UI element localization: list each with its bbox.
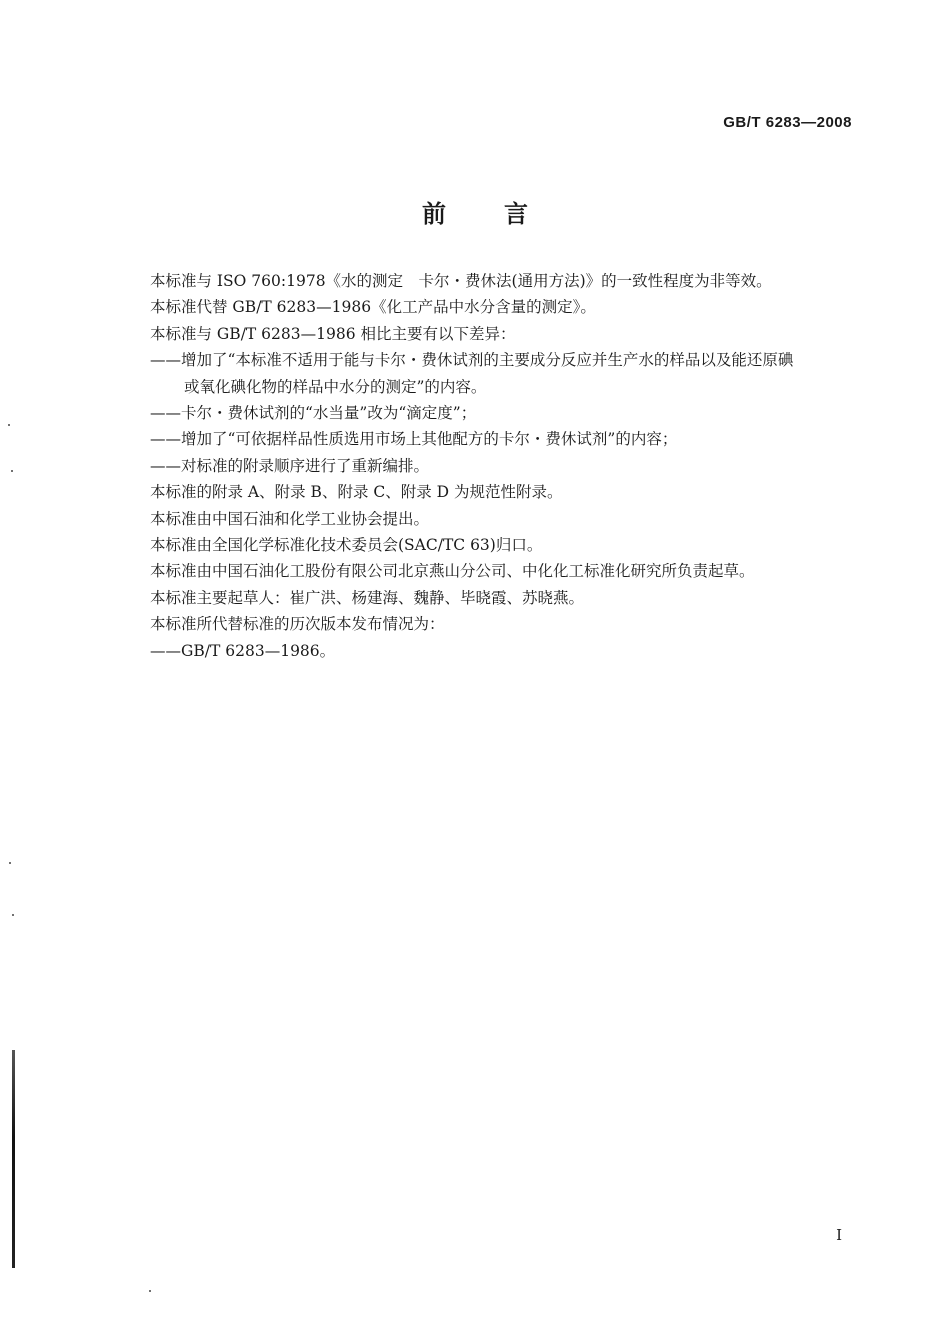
standard-code: GB/T 6283—2008 xyxy=(723,114,852,131)
paragraph-drafted-by: 本标准由中国石油化工股份有限公司北京燕山分公司、中化化工标准化研究所负责起草。 xyxy=(150,562,755,581)
paragraph-proposed-by: 本标准由中国石油和化学工业协会提出。 xyxy=(150,509,430,528)
title-char-2: 言 xyxy=(504,200,528,228)
list-item-difference-3: ——增加了“可依据样品性质选用市场上其他配方的卡尔・费休试剂”的内容； xyxy=(150,430,678,449)
scan-speck xyxy=(8,424,10,426)
paragraph-centralized-by: 本标准由全国化学标准化技术委员会(SAC/TC 63)归口。 xyxy=(150,536,543,555)
scan-edge-line xyxy=(12,1050,15,1268)
paragraph-differences-intro: 本标准与 GB/T 6283—1986 相比主要有以下差异： xyxy=(150,324,516,343)
title-char-1: 前 xyxy=(422,200,446,228)
list-item-difference-4: ——对标准的附录顺序进行了重新编排。 xyxy=(150,456,430,475)
paragraph-history-intro: 本标准所代替标准的历次版本发布情况为： xyxy=(150,615,445,634)
list-item-difference-1-continued: 或氧化碘化物的样品中水分的测定”的内容。 xyxy=(184,377,487,396)
page-number: I xyxy=(836,1226,842,1244)
list-item-history-1: ——GB/T 6283—1986。 xyxy=(150,641,336,660)
scan-speck xyxy=(149,1290,151,1292)
list-item-difference-2: ——卡尔・费休试剂的“水当量”改为“滴定度”； xyxy=(150,404,477,423)
paragraph-iso-equivalence: 本标准与 ISO 760:1978《水的测定 卡尔・费休法(通用方法)》的一致性程度为非等效。 xyxy=(150,272,772,290)
scan-speck xyxy=(12,914,14,916)
paragraph-drafters: 本标准主要起草人：崔广洪、杨建海、魏静、毕晓霞、苏晓燕。 xyxy=(150,588,585,607)
foreword-body xyxy=(150,268,860,664)
scan-speck xyxy=(9,862,11,864)
list-item-difference-1: ——增加了“本标准不适用于能与卡尔・费休试剂的主要成分反应并生产水的样品以及能还原碘 xyxy=(150,351,794,370)
scan-speck xyxy=(11,470,13,472)
page-title xyxy=(0,194,950,229)
paragraph-replaces: 本标准代替 GB/T 6283—1986《化工产品中水分含量的测定》。 xyxy=(150,298,596,317)
paragraph-annexes: 本标准的附录 A、附录 B、附录 C、附录 D 为规范性附录。 xyxy=(150,483,563,502)
